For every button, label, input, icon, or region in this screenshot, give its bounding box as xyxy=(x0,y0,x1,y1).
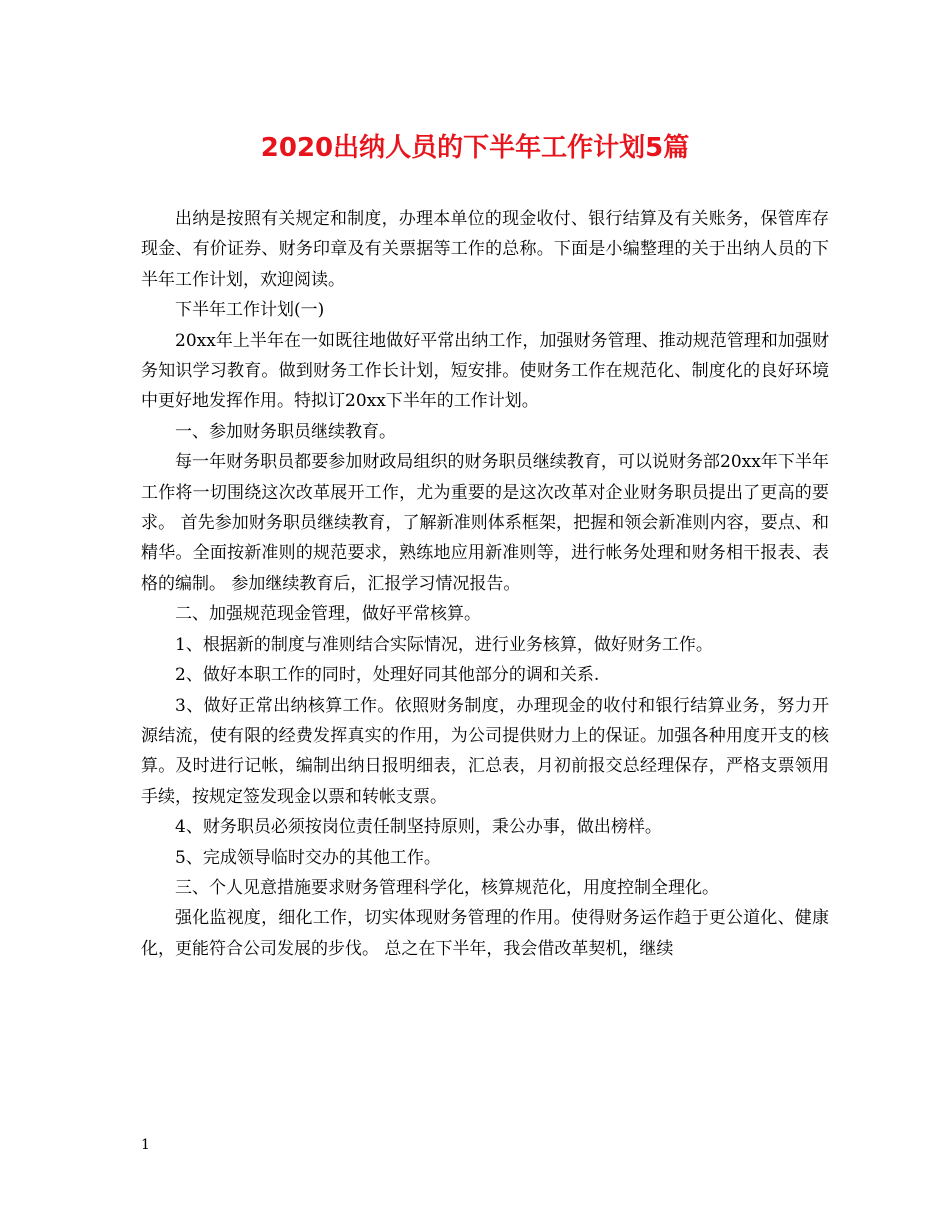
list-item-2: 2、做好本职工作的同时，处理好同其他部分的调和关系. xyxy=(175,665,600,686)
continuing-education-paragraph: 每一年财务职员都要参加财政局组织的财务职员继续教育，可以说财务部20xx年下半年工作将一切围绕这次改革展开工作，尤为重要的是这次改革对企业财务职员提出了更高的要求。 首先参加财务职员继续教育，了解新准则体系框架，把握和领会新准则内容，要点、和精华。全面按新准则的规范要求，熟练地应用新准则等，进行帐务处理和财务相干报表、表格的编制。 参加继续教育后，汇报学习情况报告。 xyxy=(141,452,829,594)
list-item-1: 1、根据新的制度与准则结合实际情况，进行业务核算，做好财务工作。 xyxy=(175,634,713,655)
list-item-5: 5、完成领导临时交办的其他工作。 xyxy=(175,847,441,868)
list-item-4: 4、财务职员必须按岗位责任制坚持原则，秉公办事，做出榜样。 xyxy=(175,817,662,838)
item-heading-continuing-education: 一、参加财务职员继续教育。 xyxy=(175,421,396,442)
document-body xyxy=(141,204,829,964)
intro-paragraph: 出纳是按照有关规定和制度，办理本单位的现金收付、银行结算及有关账务，保管库存现金、有价证券、财务印章及有关票据等工作的总称。下面是小编整理的关于出纳人员的下半年工作计划，欢迎阅读。 xyxy=(141,209,829,290)
closing-paragraph: 强化监视度，细化工作，切实体现财务管理的作用。使得财务运作趋于更公道化、健康化，更能符合公司发展的步伐。 总之在下半年，我会借改革契机，继续 xyxy=(141,908,829,959)
page-number: 1 xyxy=(141,1137,150,1153)
list-item-3: 3、做好正常出纳核算工作。依照财务制度，办理现金的收付和银行结算业务，努力开源结流，使有限的经费发挥真实的作用，为公司提供财力上的保证。加强各种用度开支的核算。及时进行记帐，编制出纳日报明细表，汇总表，月初前报交总经理保存，严格支票领用手续，按规定签发现金以票和转帐支票。 xyxy=(141,695,829,807)
item-heading-cash-management: 二、加强规范现金管理，做好平常核算。 xyxy=(175,604,481,625)
page-title: 2020出纳人员的下半年工作计划5篇 xyxy=(260,133,690,163)
plan-overview-paragraph: 20xx年上半年在一如既往地做好平常出纳工作，加强财务管理、推动规范管理和加强财务知识学习教育。做到财务工作长计划，短安排。使财务工作在规范化、制度化的良好环境中更好地发挥作用。特拟订20xx下半年的工作计划。 xyxy=(141,330,829,412)
section-heading-plan-one: 下半年工作计划(一) xyxy=(175,300,325,321)
item-heading-measures: 三、个人见意措施要求财务管理科学化，核算规范化，用度控制全理化。 xyxy=(175,877,719,898)
